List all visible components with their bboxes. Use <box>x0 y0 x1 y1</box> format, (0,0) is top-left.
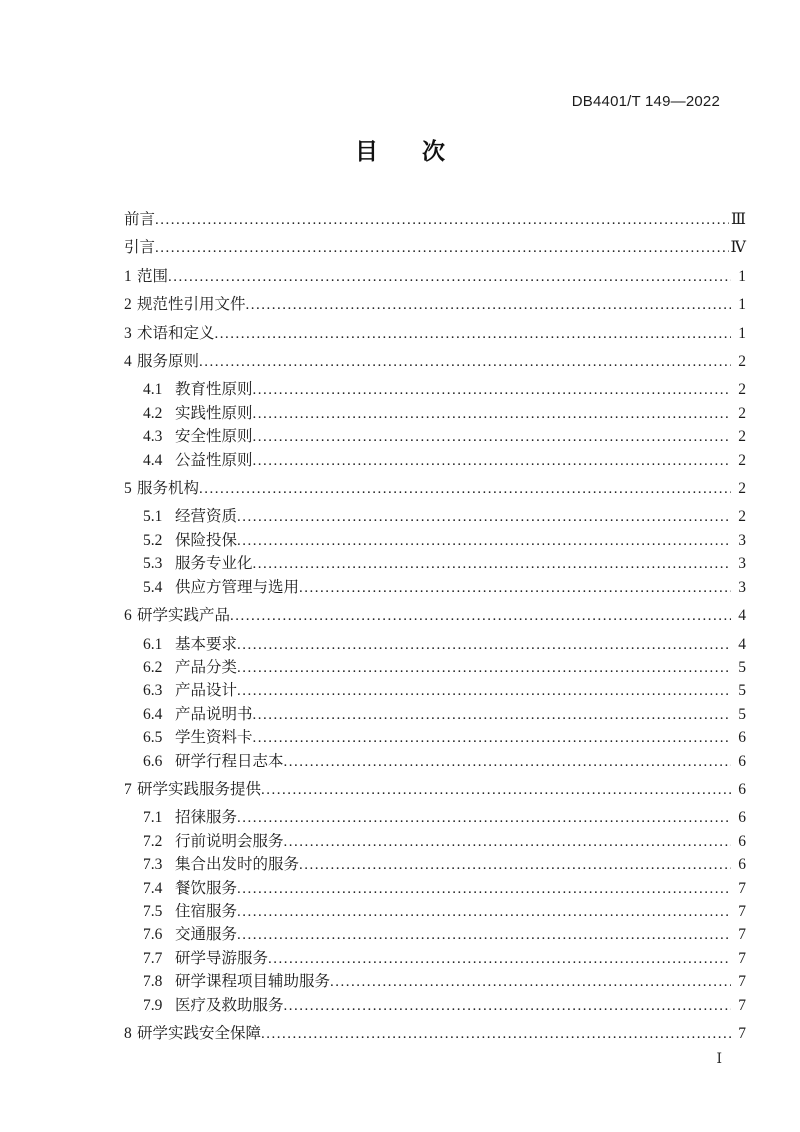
toc-dot-leader <box>253 726 731 749</box>
toc-entry-title: 研学实践安全保障 <box>137 1025 262 1042</box>
toc-entry-number: 4 <box>124 353 132 371</box>
toc-dot-leader <box>237 529 731 552</box>
toc-row <box>124 350 746 373</box>
page-title-char-2: 次 <box>422 138 445 164</box>
toc-entry-title: 教育性原则 <box>175 381 253 399</box>
toc-row <box>143 656 746 679</box>
toc-dot-leader <box>261 1022 731 1045</box>
page-title-char-1: 目 <box>355 138 378 164</box>
toc-entry-page: 7 <box>738 879 746 897</box>
toc-entry-page: 5 <box>738 705 746 723</box>
toc-entry-page: 1 <box>738 296 746 314</box>
toc-entry-number: 5 <box>124 480 132 498</box>
toc-entry-page: 2 <box>738 381 746 399</box>
toc-entry-title: 服务原则 <box>137 353 200 371</box>
toc-row <box>143 726 746 749</box>
toc-entry-number: 7.7 <box>143 949 163 967</box>
toc-entry-page: 7 <box>738 926 746 944</box>
toc-dot-leader <box>168 265 731 288</box>
toc-entry-number: 4.2 <box>143 404 163 422</box>
toc-row <box>143 830 746 853</box>
toc-entry-title: 研学行程日志本 <box>175 752 284 770</box>
toc-dot-leader <box>284 750 731 773</box>
toc-row <box>143 633 746 656</box>
toc-entry-title: 餐饮服务 <box>175 879 238 897</box>
toc-entry-title: 安全性原则 <box>175 428 253 446</box>
toc-row <box>124 778 746 801</box>
toc-entry-page: Ⅲ <box>731 211 746 228</box>
toc-entry-number: 6 <box>124 607 132 625</box>
toc-dot-leader <box>284 994 731 1017</box>
toc-entry-number: 6.5 <box>143 729 163 747</box>
toc-row <box>124 236 746 259</box>
toc-entry-page: 2 <box>738 404 746 422</box>
toc-entry-title: 公益性原则 <box>175 451 253 469</box>
toc-dot-leader <box>299 853 731 876</box>
toc-dot-leader <box>237 806 731 829</box>
toc-entry-page: 7 <box>738 902 746 920</box>
toc-entry-page: 2 <box>738 480 746 498</box>
toc-row <box>143 378 746 401</box>
toc-entry-title: 医疗及救助服务 <box>175 996 284 1014</box>
toc-dot-leader <box>237 900 731 923</box>
toc-dot-leader <box>230 604 731 627</box>
toc-dot-leader <box>253 378 731 401</box>
toc-entry-number: 6.2 <box>143 658 163 676</box>
toc-entry-page: 7 <box>738 973 746 991</box>
toc-row <box>143 425 746 448</box>
toc-dot-leader <box>261 778 731 801</box>
toc-dot-leader <box>237 505 731 528</box>
toc-row <box>124 265 746 288</box>
toc-entry-page: 3 <box>738 578 746 596</box>
toc-entry-title: 服务机构 <box>137 480 200 498</box>
toc-entry-page: 7 <box>738 949 746 967</box>
toc-row <box>124 293 746 316</box>
toc-entry-number: 7.3 <box>143 856 163 874</box>
toc-dot-leader <box>155 208 729 231</box>
toc-entry-title: 服务专业化 <box>175 555 253 573</box>
toc-entry-page: 7 <box>738 1025 746 1042</box>
toc-entry-page: 2 <box>738 508 746 526</box>
toc-row <box>143 703 746 726</box>
toc-entry-title: 交通服务 <box>175 926 238 944</box>
toc-entry-title: 前言 <box>124 211 156 228</box>
toc-entry-title: 范围 <box>137 267 169 285</box>
toc-row <box>143 679 746 702</box>
toc-row <box>143 449 746 472</box>
toc-entry-title: 学生资料卡 <box>175 729 253 747</box>
toc-row <box>124 1022 746 1045</box>
toc-row <box>124 208 746 231</box>
toc-entry-number: 7.2 <box>143 832 163 850</box>
toc-row <box>143 402 746 425</box>
toc-row <box>124 322 746 345</box>
toc-entry-title: 规范性引用文件 <box>137 296 246 314</box>
toc-entry-title: 研学实践产品 <box>137 607 231 625</box>
toc-entry-title: 实践性原则 <box>175 404 253 422</box>
toc-entry-title: 行前说明会服务 <box>175 832 284 850</box>
toc-dot-leader <box>268 947 731 970</box>
toc-row <box>143 576 746 599</box>
toc-dot-leader <box>284 830 731 853</box>
toc-row <box>143 552 746 575</box>
toc-entry-page: 7 <box>738 996 746 1014</box>
toc-entry-number: 7.9 <box>143 996 163 1014</box>
toc-dot-leader <box>299 576 731 599</box>
toc-entry-number: 6.6 <box>143 752 163 770</box>
toc-entry-page: 4 <box>738 635 746 653</box>
toc-dot-leader <box>237 877 731 900</box>
toc-entry-number: 7.6 <box>143 926 163 944</box>
toc-entry-number: 6.1 <box>143 635 163 653</box>
toc-entry-title: 集合出发时的服务 <box>175 856 300 874</box>
toc-row <box>143 900 746 923</box>
toc-row <box>124 604 746 627</box>
toc-entry-title: 供应方管理与选用 <box>175 578 300 596</box>
toc-list <box>124 203 746 1050</box>
toc-entry-page: 6 <box>738 856 746 874</box>
toc-entry-title: 产品分类 <box>175 658 238 676</box>
toc-entry-title: 经营资质 <box>175 508 238 526</box>
toc-dot-leader <box>253 402 731 425</box>
toc-entry-title: 招徕服务 <box>175 809 238 827</box>
toc-entry-page: 5 <box>738 682 746 700</box>
toc-dot-leader <box>253 552 731 575</box>
toc-entry-title: 研学课程项目辅助服务 <box>175 973 331 991</box>
toc-row <box>143 923 746 946</box>
toc-dot-leader <box>199 350 731 373</box>
toc-dot-leader <box>246 293 731 316</box>
toc-dot-leader <box>253 703 731 726</box>
toc-entry-page: 6 <box>738 832 746 850</box>
toc-entry-number: 6.4 <box>143 705 163 723</box>
toc-entry-page: 1 <box>738 267 746 285</box>
toc-dot-leader <box>330 970 731 993</box>
toc-entry-title: 产品设计 <box>175 682 238 700</box>
toc-entry-title: 研学导游服务 <box>175 949 269 967</box>
toc-entry-number: 5.3 <box>143 555 163 573</box>
toc-entry-title: 引言 <box>124 239 156 257</box>
toc-entry-number: 4.3 <box>143 428 163 446</box>
toc-entry-page: 4 <box>738 607 746 625</box>
toc-dot-leader <box>237 656 731 679</box>
toc-entry-title: 住宿服务 <box>175 902 238 920</box>
toc-row <box>143 970 746 993</box>
toc-entry-page: 6 <box>738 780 746 798</box>
toc-entry-number: 2 <box>124 296 132 314</box>
toc-entry-number: 3 <box>124 324 132 342</box>
toc-entry-page: 3 <box>738 531 746 549</box>
toc-row <box>124 477 746 500</box>
toc-entry-page: 2 <box>738 353 746 371</box>
toc-dot-leader <box>237 633 731 656</box>
toc-entry-number: 7.5 <box>143 902 163 920</box>
toc-entry-number: 5.4 <box>143 578 163 596</box>
toc-entry-number: 7.4 <box>143 879 163 897</box>
toc-row <box>143 750 746 773</box>
toc-dot-leader <box>253 449 731 472</box>
toc-entry-page: 2 <box>738 451 746 469</box>
toc-entry-title: 研学实践服务提供 <box>137 780 262 798</box>
toc-entry-page: 6 <box>738 729 746 747</box>
toc-entry-number: 4.4 <box>143 451 163 469</box>
page-title <box>0 133 800 166</box>
toc-entry-title: 产品说明书 <box>175 705 253 723</box>
toc-entry-number: 4.1 <box>143 381 163 399</box>
toc-entry-number: 7 <box>124 780 132 798</box>
toc-entry-number: 1 <box>124 267 132 285</box>
toc-entry-title: 术语和定义 <box>137 324 215 342</box>
toc-row <box>143 806 746 829</box>
toc-entry-number: 7.8 <box>143 973 163 991</box>
toc-entry-page: 3 <box>738 555 746 573</box>
toc-dot-leader <box>155 236 728 259</box>
toc-entry-page: 6 <box>738 809 746 827</box>
toc-entry-page: 1 <box>738 324 746 342</box>
toc-entry-number: 8 <box>124 1025 132 1042</box>
toc-dot-leader <box>199 477 731 500</box>
toc-entry-number: 7.1 <box>143 809 163 827</box>
toc-dot-leader <box>237 923 731 946</box>
footer-page-number: Ⅰ <box>716 1052 722 1067</box>
toc-entry-page: Ⅳ <box>730 239 746 257</box>
toc-row <box>143 853 746 876</box>
toc-row <box>143 877 746 900</box>
toc-row <box>143 947 746 970</box>
toc-row <box>143 505 746 528</box>
toc-entry-page: 6 <box>738 752 746 770</box>
toc-entry-number: 6.3 <box>143 682 163 700</box>
toc-entry-title: 保险投保 <box>175 531 238 549</box>
toc-entry-number: 5.1 <box>143 508 163 526</box>
toc-dot-leader <box>253 425 731 448</box>
toc-entry-number: 5.2 <box>143 531 163 549</box>
toc-row <box>143 529 746 552</box>
toc-entry-title: 基本要求 <box>175 635 238 653</box>
toc-dot-leader <box>237 679 731 702</box>
toc-row <box>143 994 746 1017</box>
toc-dot-leader <box>215 322 731 345</box>
toc-entry-page: 2 <box>738 428 746 446</box>
standard-number-header: DB4401/T 149—2022 <box>571 93 720 110</box>
toc-entry-page: 5 <box>738 658 746 676</box>
